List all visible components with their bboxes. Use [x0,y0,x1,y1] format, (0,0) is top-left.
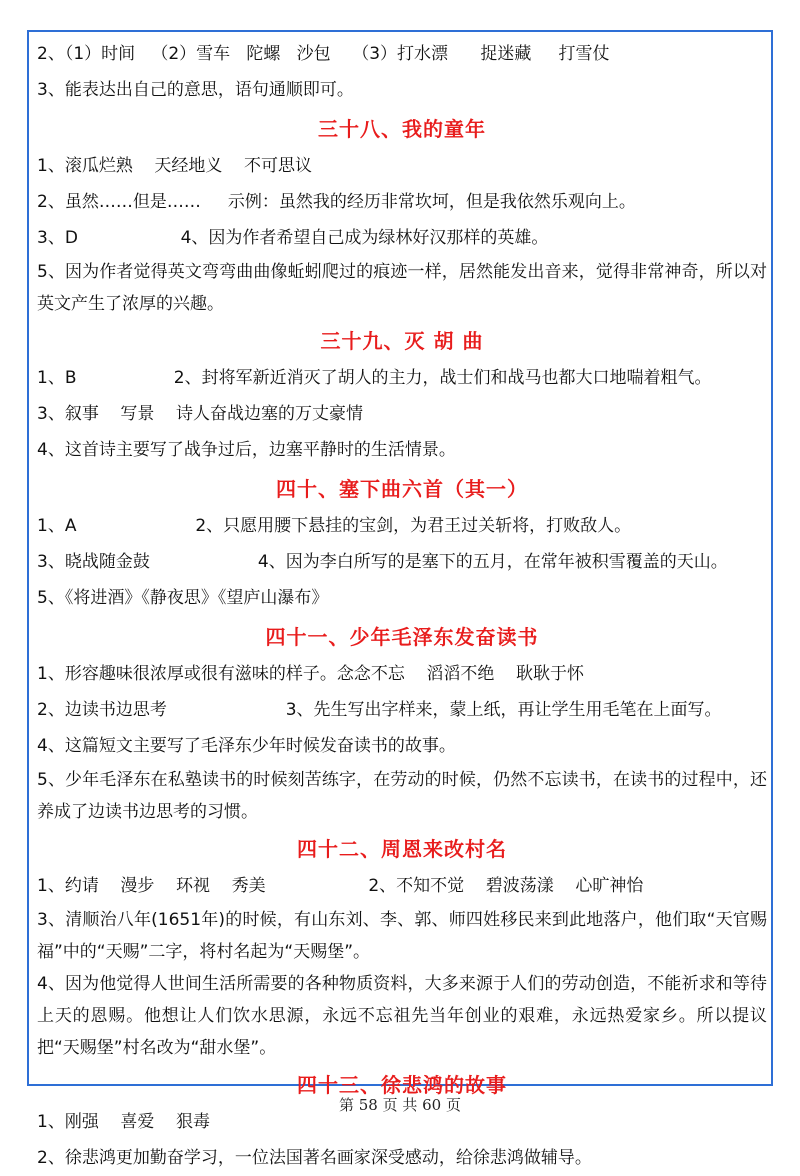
answer-line: 2、（1）时间 （2）雪车 陀螺 沙包 （3）打水漂 捉迷藏 打雪仗 [37,44,610,64]
answer-line: 1、滚瓜烂熟 天经地义 不可思议 [37,156,313,176]
answer-line: 3、D 4、因为作者希望自己成为绿林好汉那样的英雄。 [37,228,549,248]
answer-line: 4、这首诗主要写了战争过后，边塞平静时的生活情景。 [37,440,456,460]
answer-line: 1、形容趣味很浓厚或很有滋味的样子。念念不忘 滔滔不绝 耿耿于怀 [37,664,585,684]
section-title: 三十九、灭 胡 曲 [320,329,484,353]
section-title: 四十二、周恩来改村名 [297,837,507,861]
answer-line: 1、A 2、只愿用腰下悬挂的宝剑，为君王过关斩将，打败敌人。 [37,516,632,536]
answer-line: 1、B 2、封将军新近消灭了胡人的主力，战士们和战马也都大口地喘着粗气。 [37,368,712,388]
answer-content [37,32,767,1176]
answer-line: 5、因为作者觉得英文弯弯曲曲像蚯蚓爬过的痕迹一样，居然能发出音来，觉得非常神奇，所以对英文产生了浓厚的兴趣。 [37,262,767,314]
answer-line: 1、约请 漫步 环视 秀美 2、不知不觉 碧波荡漾 心旷神怡 [37,876,644,896]
answer-line: 2、边读书边思考 3、先生写出字样来，蒙上纸，再让学生用毛笔在上面写。 [37,700,722,720]
answer-line: 2、徐悲鸿更加勤奋学习，一位法国著名画家深受感动，给徐悲鸿做辅导。 [37,1148,592,1168]
answer-line: 3、晓战随金鼓 4、因为李白所写的是塞下的五月，在常年被积雪覆盖的天山。 [37,552,728,572]
section-title: 三十八、我的童年 [318,117,486,141]
answer-line: 3、叙事 写景 诗人奋战边塞的万丈豪情 [37,404,364,424]
answer-line: 5、少年毛泽东在私塾读书的时候刻苦练字，在劳动的时候，仍然不忘读书，在读书的过程中，还养成了边读书边思考的习惯。 [37,770,767,822]
answer-line: 2、虽然……但是…… 示例：虽然我的经历非常坎坷，但是我依然乐观向上。 [37,192,636,212]
page-number: 第 58 页 共 60 页 [338,1096,461,1114]
answer-line: 5、《将进酒》《静夜思》《望庐山瀑布》 [37,588,329,608]
answer-line: 3、清顺治八年(1651年)的时候，有山东刘、李、郭、师四姓移民来到此地落户，他们取“天官赐福”中的“天赐”二字，将村名起为“天赐堡”。 [37,910,767,962]
section-title: 四十三、徐悲鸿的故事 [297,1073,507,1097]
answer-line: 4、因为他觉得人世间生活所需要的各种物质资料，大多来源于人们的劳动创造，不能祈求和等待上天的恩赐。他想让人们饮水思源，永远不忘祖先当年创业的艰难，永远热爱家乡。所以提议把“天赐堡”村名改为“甜水堡”。 [37,974,767,1058]
section-title: 四十、塞下曲六首（其一） [276,477,528,501]
answer-line: 1、刚强 喜爱 狠毒 [37,1112,211,1132]
answer-line: 3、能表达出自己的意思，语句通顺即可。 [37,80,354,100]
section-title: 四十一、少年毛泽东发奋读书 [265,625,539,649]
answer-line: 4、这篇短文主要写了毛泽东少年时候发奋读书的故事。 [37,736,456,756]
